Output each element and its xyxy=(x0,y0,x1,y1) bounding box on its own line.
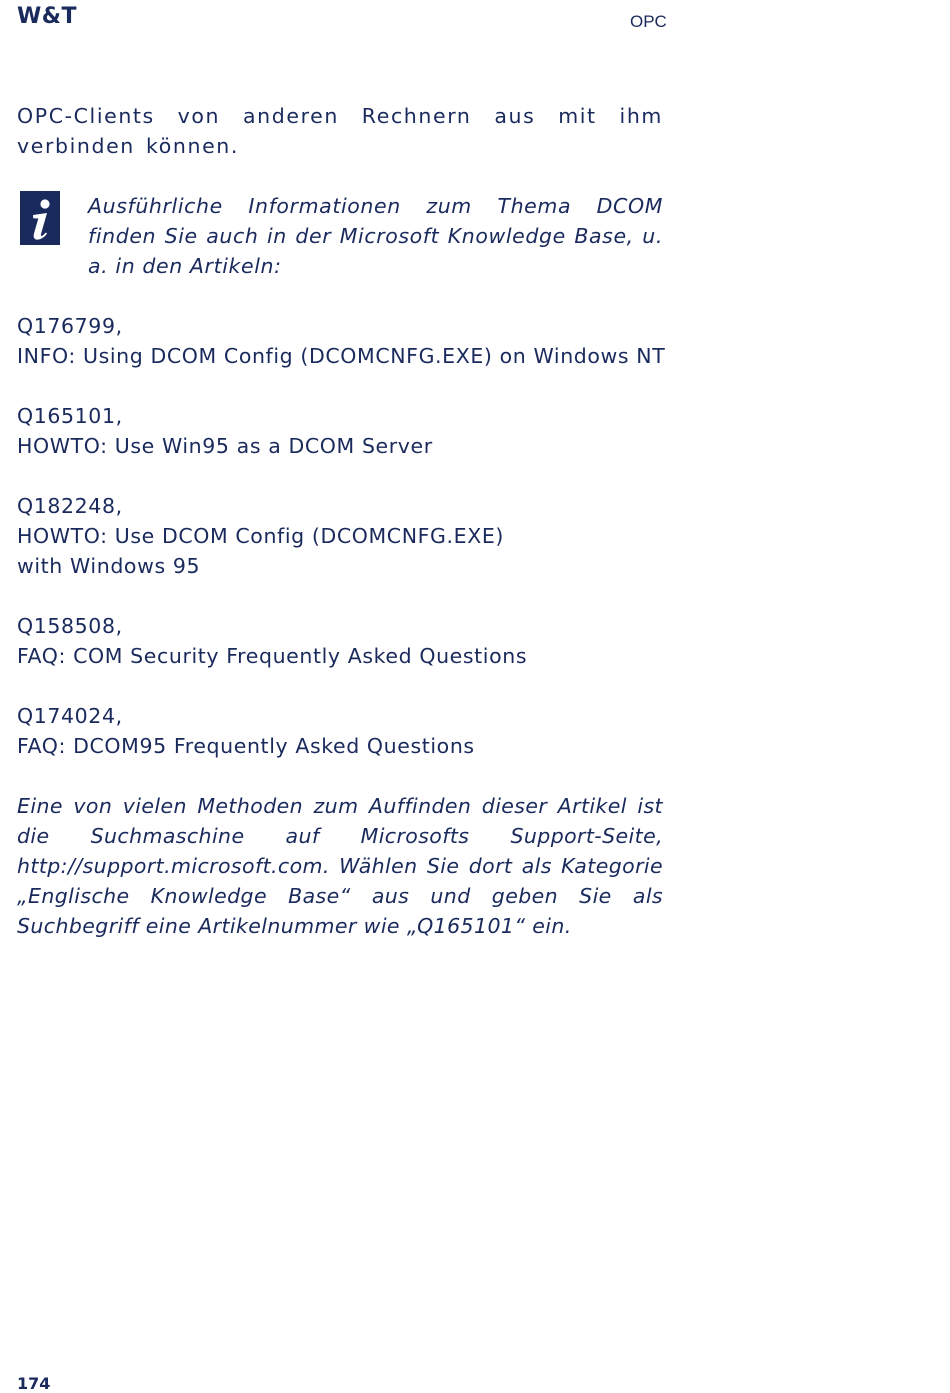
article-entry xyxy=(17,701,663,761)
closing-paragraph: Eine von vielen Methoden zum Auffinden dieser Artikel ist die Suchmaschine auf Microsofts Support-Seite, http://support.microsoft.com. Wählen Sie dort als Kategorie „Englische Knowledge Base“ aus und geben Sie als Suchbegriff eine Artikelnummer wie „Q165101“ ein. xyxy=(17,794,663,938)
intro-paragraph: OPC-Clients von anderen Rechnern aus mit ihm verbinden können. xyxy=(17,104,663,158)
article-entry xyxy=(17,401,663,461)
article-title: HOWTO: Use DCOM Config (DCOMCNFG.EXE) xyxy=(17,524,504,548)
page-number: 174 xyxy=(17,1374,51,1393)
article-id: Q182248, xyxy=(17,494,123,518)
article-entry xyxy=(17,611,663,671)
article-title: HOWTO: Use Win95 as a DCOM Server xyxy=(17,434,433,458)
article-entry xyxy=(17,491,663,581)
article-title: INFO: Using DCOM Config (DCOMCNFG.EXE) on Windows NT xyxy=(17,344,666,368)
article-title: FAQ: DCOM95 Frequently Asked Questions xyxy=(17,734,475,758)
info-note xyxy=(17,191,663,281)
info-icon xyxy=(20,191,60,245)
article-entry xyxy=(17,311,666,371)
article-id: Q174024, xyxy=(17,704,123,728)
page-content xyxy=(17,101,666,941)
section-title: OPC xyxy=(630,12,667,31)
article-title-continued: with Windows 95 xyxy=(17,554,201,578)
brand-logo: W&T xyxy=(17,4,77,29)
article-title: FAQ: COM Security Frequently Asked Questions xyxy=(17,644,528,668)
article-id: Q165101, xyxy=(17,404,123,428)
article-id: Q176799, xyxy=(17,314,123,338)
article-id: Q158508, xyxy=(17,614,123,638)
info-note-text: Ausführliche Informationen zum Thema DCOM finden Sie auch in der Microsoft Knowledge Base, u. a. in den Artikeln: xyxy=(88,194,663,278)
